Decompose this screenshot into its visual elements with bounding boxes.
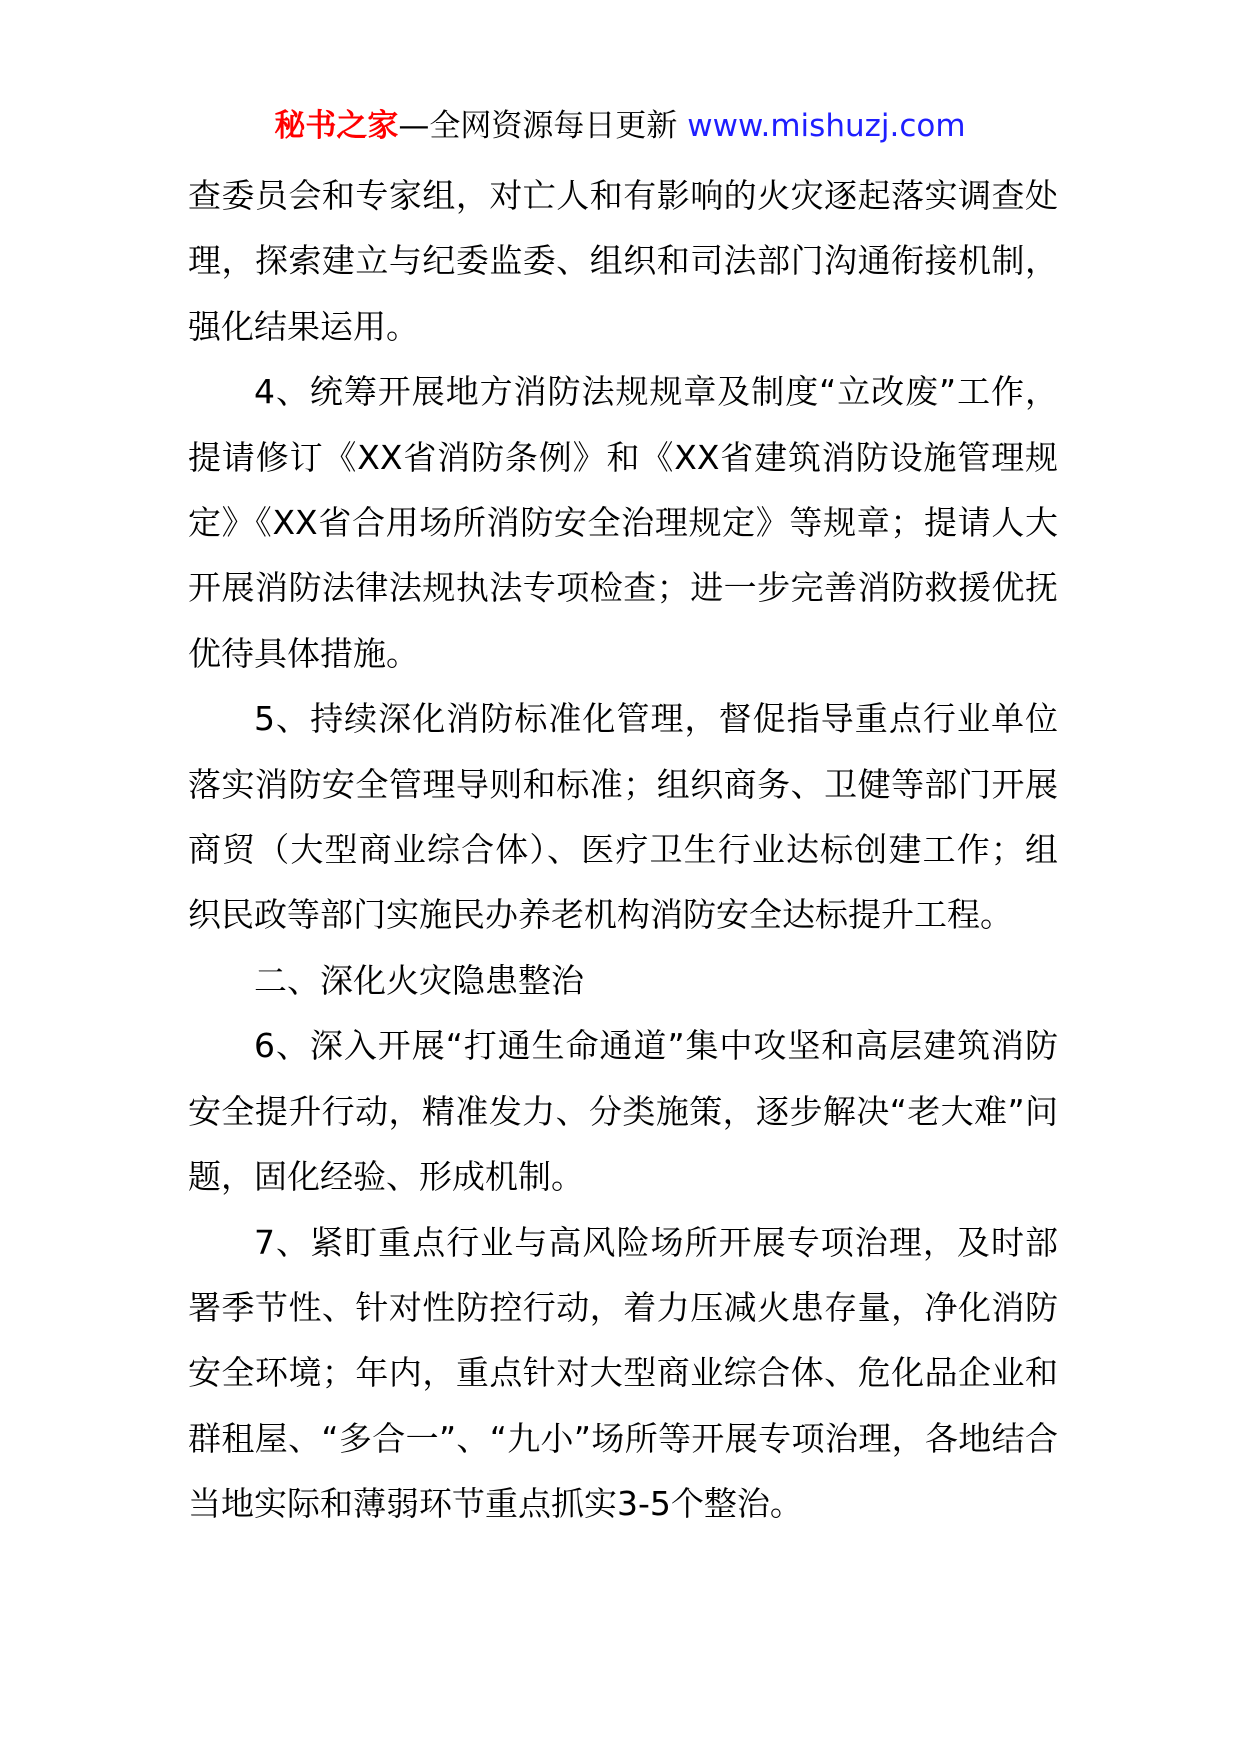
- brand-name: 秘书之家: [274, 108, 399, 144]
- paragraph-item-5: 5、持续深化消防标准化管理，督促指导重点行业单位落实消防安全管理导则和标准；组织商务、卫健等部门开展商贸（大型商业综合体）、医疗卫生行业达标创建工作；组织民政等部门实施民办养老机构消防安全达标提升工程。: [188, 699, 1058, 935]
- paragraph-item-6: 6、深入开展“打通生命通道”集中攻坚和高层建筑消防安全提升行动，精准发力、分类施策，逐步解决“老大难”问题，固化经验、形成机制。: [188, 1026, 1058, 1197]
- document-body: [188, 163, 1058, 1537]
- header-tagline: —全网资源每日更新: [398, 108, 678, 144]
- site-url[interactable]: www.mishuzj.com: [687, 108, 966, 144]
- page-header: [0, 104, 1240, 148]
- section-heading: 二、深化火灾隐患整治: [254, 960, 584, 1000]
- paragraph-item-7: 7、紧盯重点行业与高风险场所开展专项治理，及时部署季节性、针对性防控行动，着力压减火患存量，净化消防安全环境；年内，重点针对大型商业综合体、危化品企业和群租屋、“多合一”、“九小”场所等开展专项治理，各地结合当地实际和薄弱环节重点抓实3-5个整治。: [188, 1222, 1058, 1524]
- paragraph-continued: 查委员会和专家组，对亡人和有影响的火灾逐起落实调查处理，探索建立与纪委监委、组织和司法部门沟通衔接机制，强化结果运用。: [188, 176, 1058, 346]
- paragraph-item-4: 4、统筹开展地方消防法规规章及制度“立改废”工作，提请修订《XX省消防条例》和《XX省建筑消防设施管理规定》《XX省合用场所消防安全治理规定》等规章；提请人大开展消防法律法规执法专项检查；进一步完善消防救援优抚优待具体措施。: [188, 372, 1058, 673]
